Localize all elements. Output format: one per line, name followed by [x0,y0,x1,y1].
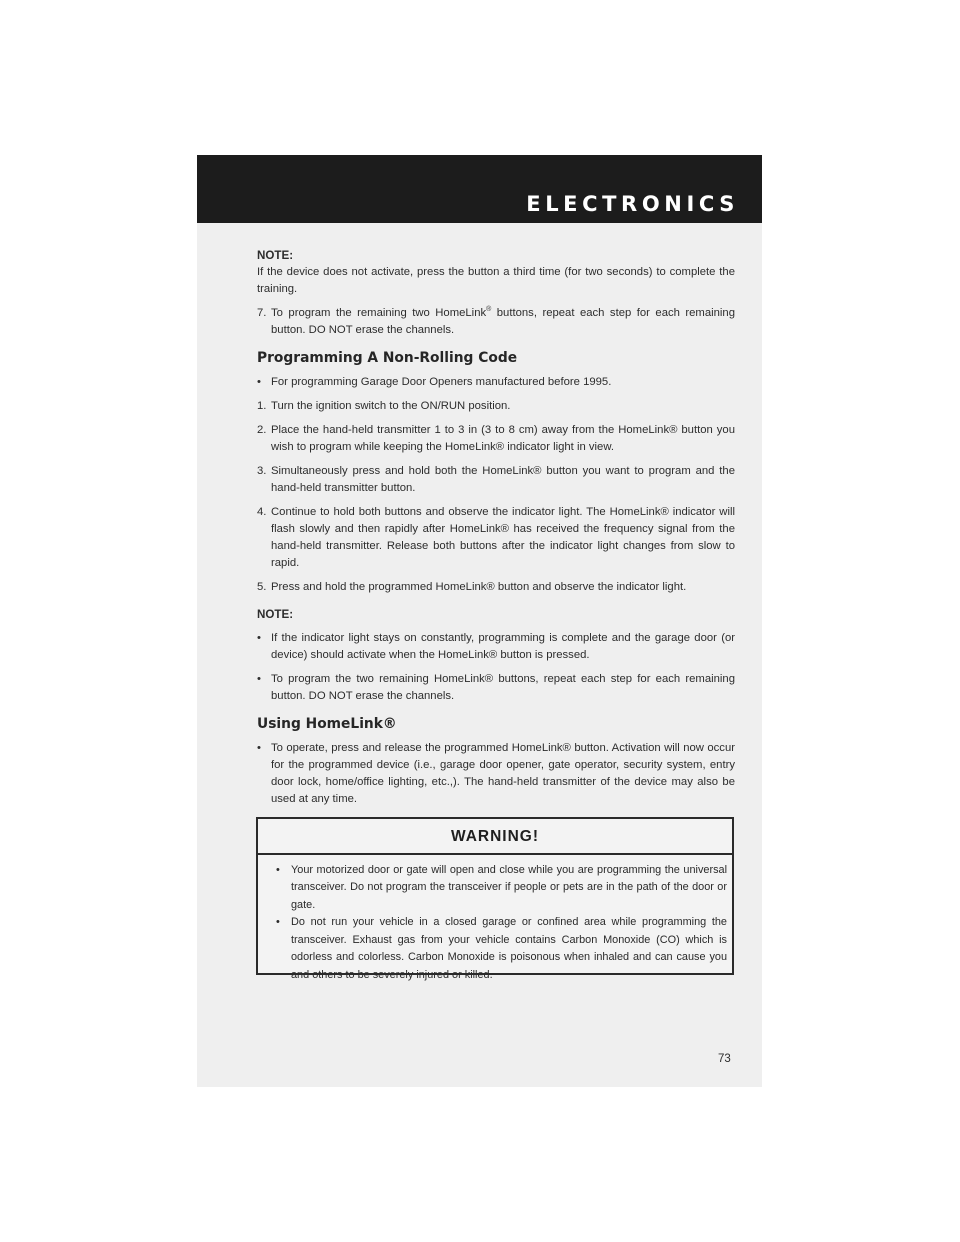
bullet-text: To operate, press and release the programmed HomeLink® button. Activation will now occur for the programmed device (i.e., garage door opener, gate operator, security system, entry door lock, home/office lighting, etc.,). The hand-held transmitter of the device may also be used at any time. [271,742,735,805]
step-4 [257,504,735,572]
step-number: 5. [257,581,267,593]
bullet-icon: • [276,916,280,928]
bullet-text: If the indicator light stays on constantly, programming is complete and the garage door (or device) should activate when the HomeLink® button is pressed. [271,632,735,661]
bullet-icon: • [257,742,261,754]
step-text: Place the hand-held transmitter 1 to 3 in (3 to 8 cm) away from the HomeLink® button you wish to program while keeping the HomeLink® indicator light in view. [271,424,735,453]
warning-body [258,855,732,985]
step-number: 1. [257,400,267,412]
note-heading: NOTE: [257,608,294,621]
step-number: 7. [257,307,267,319]
step-5 [257,579,735,596]
section-header-title: ELECTRONICS [526,192,739,216]
step-number: 2. [257,424,267,436]
bullet-icon: • [257,376,261,388]
step-number: 3. [257,465,267,477]
bullet-icon: • [257,673,261,685]
step-7-text-end: buttons, repeat each step for each remaining button. DO NOT erase the channels. [271,307,735,336]
bullet-icon: • [276,863,280,876]
step-number: 4. [257,506,267,518]
step-text: Continue to hold both buttons and observe the indicator light. The HomeLink® indicator will flash slowly and then rapidly after HomeLink® has received the frequency signal from the hand-held transmitter. Release both buttons after the indicator light changes from slow to rapid. [271,506,735,569]
step-7-text-start: To program the remaining two HomeLink [271,307,487,319]
warning-title: WARNING! [450,828,540,845]
step-7 [257,305,735,339]
bullet-icon: • [257,632,261,644]
step-1 [257,398,735,415]
list-item-bullet [257,671,735,705]
warning-bullet [276,862,727,915]
step-text: Turn the ignition switch to the ON/RUN position. [271,400,511,412]
warning-bullet-text: Do not run your vehicle in a closed garage or confined area while programming the transceiver. Exhaust gas from your vehicle contains Carbon Monoxide (CO) which is odorless and colorless. Carbon Monoxide is poisonous when inhaled and can cause you and others to be severely injured or killed. [291,916,727,981]
list-item-bullet [257,374,735,391]
list-item-bullet [257,740,735,808]
registered-mark: ® [486,306,492,314]
note-text: If the device does not activate, press the button a third time (for two seconds) to complete the training. [257,266,735,295]
bullet-text: For programming Garage Door Openers manufactured before 1995. [271,376,612,388]
step-3 [257,463,735,497]
step-text: Press and hold the programmed HomeLink® button and observe the indicator light. [271,581,687,593]
step-2 [257,422,735,456]
warning-box [256,817,734,981]
bullet-text: To program the two remaining HomeLink® buttons, repeat each step for each remaining button. DO NOT erase the channels. [271,673,735,702]
section-heading-using-homelink: Using HomeLink® [257,716,397,732]
step-text: Simultaneously press and hold both the HomeLink® button you want to program and the hand-held transmitter button. [271,465,735,494]
note-heading: NOTE: [257,249,294,262]
page-content [257,240,735,808]
list-item-bullet [257,630,735,664]
page-number: 73 [718,1053,731,1065]
section-heading-non-rolling: Programming A Non-Rolling Code [257,350,518,366]
warning-bullet [276,914,727,984]
warning-bullet-text: Your motorized door or gate will open and close while you are programming the universal transceiver. Do not program the transceiver if people or pets are in the path of the door or gate. [291,863,727,911]
